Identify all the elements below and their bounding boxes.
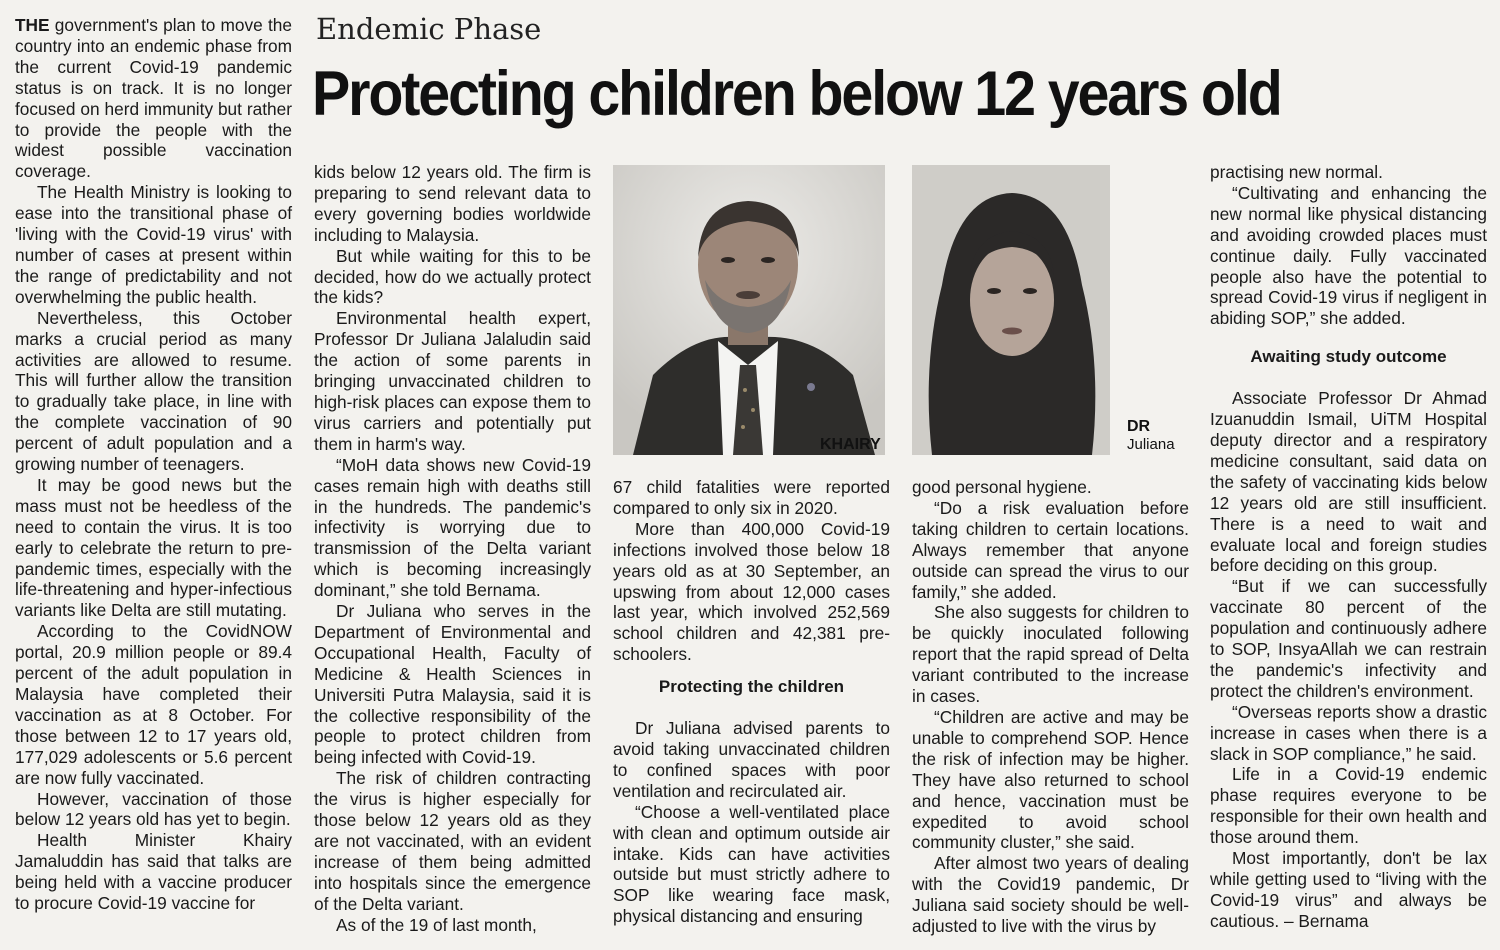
paragraph: “Children are active and may be unable to comprehend SOP. Hence the risk of infection may be higher. They have also returned to school and hence, vaccination must be expedited to avoid school community cluster,” she said.	[912, 706, 1189, 853]
paragraph: good personal hygiene.	[912, 477, 1092, 497]
article-column-1	[15, 15, 292, 914]
paragraph: However, vaccination of those below 12 years old has yet to begin.	[15, 788, 292, 830]
paragraph: “Choose a well-ventilated place with clean and optimum outside air intake. Kids can have activities outside but must strictly adhere to SOP like wearing face mask, physical distancing and ensuring	[613, 801, 890, 927]
article-column-5	[1210, 162, 1487, 932]
paragraph: “Overseas reports show a drastic increase in cases when there is a slack in SOP compliance,” he said.	[1210, 701, 1487, 764]
paragraph: “Do a risk evaluation before taking children to certain locations. Always remember that anyone outside can spread the virus to our family,” she added.	[912, 497, 1189, 602]
section-kicker: Endemic Phase	[316, 12, 542, 46]
photo-khairy	[613, 165, 885, 455]
lead-word: THE	[15, 15, 50, 35]
photo-caption-juliana	[1127, 418, 1175, 454]
paragraph: The Health Ministry is looking to ease into the transitional phase of 'living with the Covid-19 virus' with number of cases at present within the range of predictability and not overwhelming the public health.	[15, 182, 292, 307]
headline: Protecting children below 12 years old	[312, 59, 1281, 129]
article-column-3	[613, 477, 890, 927]
caption-title: DR	[1127, 418, 1151, 435]
paragraph: “MoH data shows new Covid-19 cases remain high with deaths still in the hundreds. The pandemic's infectivity is worrying due to transmission of the Delta variant which is becoming increasingly dominant,” she told Bernama.	[314, 454, 591, 601]
paragraph	[15, 15, 292, 182]
paragraph: She also suggests for children to be quickly inoculated following report that the rapid spread of Delta variant contributed to the increase in cases.	[912, 602, 1189, 707]
subheading-protecting: Protecting the children	[658, 677, 845, 697]
paragraph: As of the 19 of last month,	[336, 914, 537, 935]
paragraph: 67 child fatalities were reported compared to only six in 2020.	[613, 477, 890, 518]
article-column-2	[314, 162, 591, 936]
subheading-awaiting: Awaiting study outcome	[1250, 347, 1447, 367]
paragraph: practising new normal.	[1210, 162, 1383, 182]
photo-juliana	[912, 165, 1110, 455]
paragraph: Nevertheless, this October marks a crucial period as many activities are allowed to resume. This will further allow the transition to gradually take place, in line with the complete vaccination of 90 percent of adult population and a growing number of teenagers.	[15, 307, 292, 475]
caption-name: Juliana	[1127, 436, 1175, 453]
photo-caption-khairy: KHAIRY	[820, 436, 881, 453]
paragraph: But while waiting for this to be decided, how do we actually protect the kids?	[314, 245, 591, 308]
paragraph: Dr Juliana who serves in the Department of Environmental and Occupational Health, Faculty of Medicine & Health Sciences in Universiti Putra Malaysia, said it is the collective responsibility of the people to protect children from being infected with Covid-19.	[314, 601, 591, 768]
paragraph: Environmental health expert, Professor Dr Juliana Jalaludin said the action of some parents in bringing unvaccinated children to high-risk places can expose them to virus carriers and potentially put them in harm's way.	[314, 308, 591, 454]
paragraph: “Cultivating and enhancing the new normal like physical distancing and avoiding crowded places must continue daily. Fully vaccinated people also have the potential to spread Covid-19 virus if negligent in abiding SOP,” she added.	[1210, 182, 1487, 329]
paragraph: It may be good news but the mass must not be heedless of the need to contain the virus. It is too early to celebrate the return to pre-pandemic times, especially with the life-threatening and hyper-infectious variants like Delta are still mutating.	[15, 474, 292, 621]
paragraph: According to the CovidNOW portal, 20.9 million people or 89.4 percent of the adult population in Malaysia have completed their vaccination as at 8 October. For those between 12 to 17 years old, 177,029 adolescents or 5.6 percent are now fully vaccinated.	[15, 621, 292, 788]
paragraph: Associate Professor Dr Ahmad Izuanuddin Ismail, UiTM Hospital deputy director and a respiratory medicine consultant, said data on the safety of vaccinating kids below 12 years old are still insufficient. There is a need to wait and evaluate local and foreign studies before deciding on this group.	[1210, 388, 1487, 576]
paragraph: The risk of children contracting the virus is higher especially for those below 12 years old as they are not vaccinated, with an evident increase of them being admitted into hospitals since the emergence of the Delta variant.	[314, 768, 591, 914]
paragraph: kids below 12 years old. The firm is preparing to send relevant data to every governing bodies worldwide including to Malaysia.	[314, 162, 591, 245]
paragraph: After almost two years of dealing with the Covid19 pandemic, Dr Juliana said society should be well-adjusted to live with the virus by	[912, 853, 1189, 937]
paragraph: Dr Juliana advised parents to avoid taking unvaccinated children to confined spaces with poor ventilation and recirculated air.	[613, 718, 890, 801]
portrait-juliana-image	[912, 165, 1110, 455]
portrait-khairy-image	[613, 165, 885, 455]
article-column-4	[912, 477, 1189, 937]
paragraph: Life in a Covid-19 endemic phase requires everyone to be responsible for their own health and those around them.	[1210, 764, 1487, 848]
paragraph: “But if we can successfully vaccinate 80 percent of the population and continuously adhere to SOP, InsyaAllah we can restrain the pandemic's infectivity and protect the children's environment.	[1210, 576, 1487, 701]
paragraph: Most importantly, don't be lax while getting used to “living with the Covid-19 virus” and always be cautious. – Bernama	[1210, 848, 1487, 931]
paragraph: Health Minister Khairy Jamaluddin has said that talks are being held with a vaccine producer to procure Covid-19 vaccine for	[15, 830, 292, 914]
paragraph-text: government's plan to move the country into an endemic phase from the current Covid-19 pandemic status is on track. It is no longer focused on herd immunity but rather to provide the people with the widest possible vaccination coverage.	[15, 15, 292, 182]
paragraph: More than 400,000 Covid-19 infections involved those below 18 years old as at 30 September, an upswing from about 12,000 cases last year, which involved 252,569 school children and 42,381 pre-schoolers.	[613, 518, 890, 665]
